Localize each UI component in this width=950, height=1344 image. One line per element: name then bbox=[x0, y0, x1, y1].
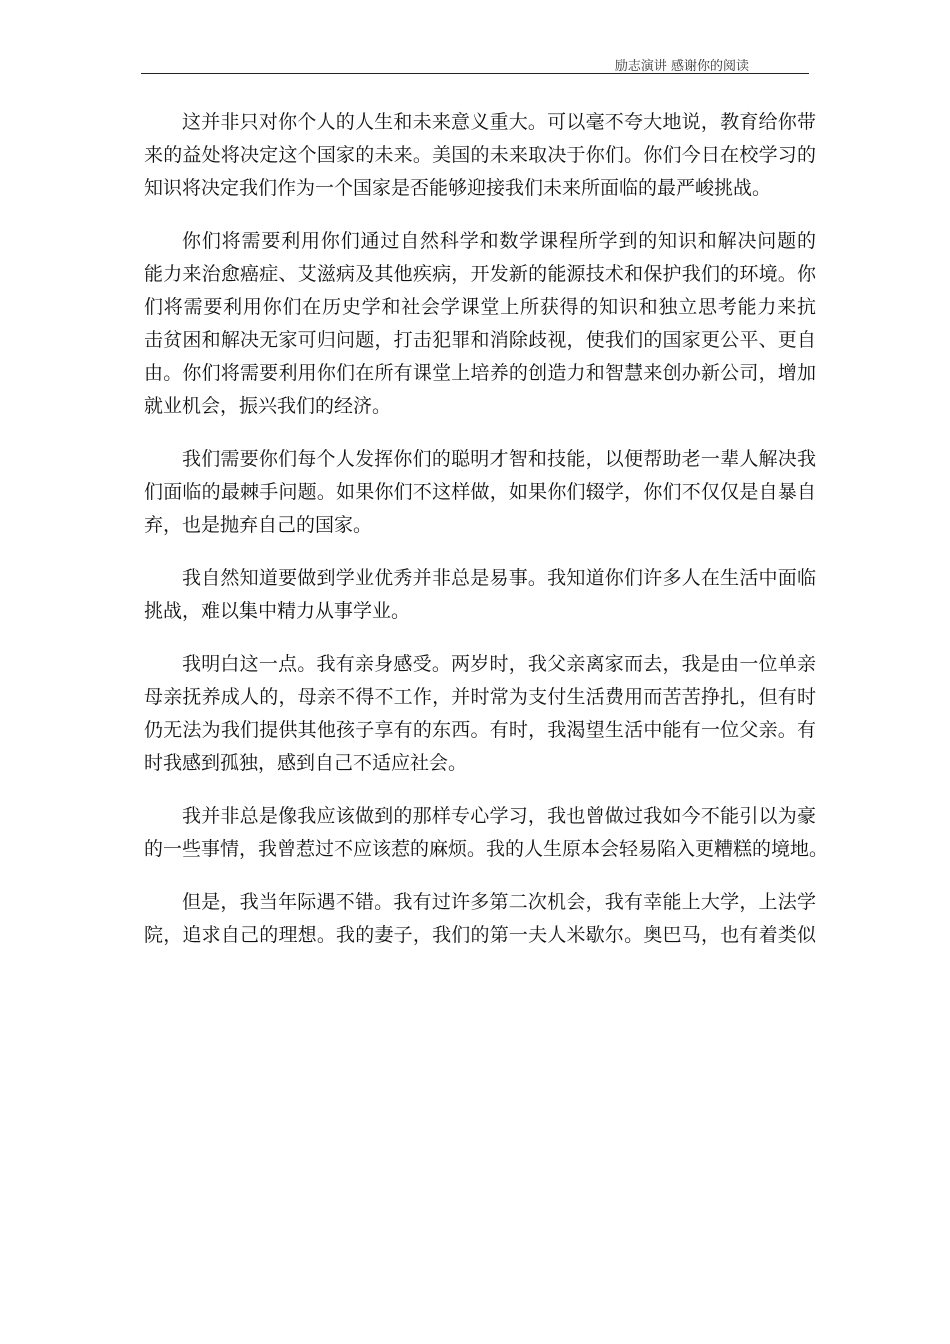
text-line: 由。你们将需要利用你们在所有课堂上培养的创造力和智慧来创办新公司，增加 bbox=[144, 362, 816, 384]
text-line: 来的益处将决定这个国家的未来。美国的未来取决于你们。你们今日在校学习的 bbox=[144, 144, 816, 166]
text-line: 挑战，难以集中精力从事学业。 bbox=[144, 600, 411, 622]
text-line: 仍无法为我们提供其他孩子享有的东西。有时，我渴望生活中能有一位父亲。有 bbox=[144, 719, 816, 741]
text-line: 你们将需要利用你们通过自然科学和数学课程所学到的知识和解决问题的 bbox=[182, 230, 816, 252]
paragraph bbox=[144, 562, 816, 628]
text-line: 击贫困和解决无家可归问题，打击犯罪和消除歧视，使我们的国家更公平、更自 bbox=[144, 329, 816, 351]
header-text: 励志演讲 感谢你的阅读 bbox=[614, 59, 749, 74]
text-line: 母亲抚养成人的，母亲不得不工作，并时常为支付生活费用而苦苦挣扎，但有时 bbox=[144, 686, 816, 708]
text-line: 知识将决定我们作为一个国家是否能够迎接我们未来所面临的最严峻挑战。 bbox=[144, 177, 772, 199]
paragraph bbox=[144, 106, 816, 205]
text-line: 就业机会，振兴我们的经济。 bbox=[144, 395, 392, 417]
text-line: 能力来治愈癌症、艾滋病及其他疾病，开发新的能源技术和保护我们的环境。你 bbox=[144, 263, 816, 285]
text-line: 但是，我当年际遇不错。我有过许多第二次机会，我有幸能上大学，上法学 bbox=[182, 891, 816, 913]
paragraph bbox=[144, 800, 829, 866]
paragraph bbox=[144, 648, 816, 780]
document-body bbox=[144, 106, 829, 972]
text-line: 的一些事情，我曾惹过不应该惹的麻烦。我的人生原本会轻易陷入更糟糕的境地。 bbox=[144, 838, 829, 860]
page-header bbox=[141, 55, 809, 74]
paragraph bbox=[144, 225, 816, 423]
text-line: 我们需要你们每个人发挥你们的聪明才智和技能，以便帮助老一辈人解决我 bbox=[182, 448, 816, 470]
text-line: 这并非只对你个人的人生和未来意义重大。可以毫不夸大地说，教育给你带 bbox=[182, 111, 816, 133]
text-line: 时我感到孤独，感到自己不适应社会。 bbox=[144, 752, 468, 774]
text-line: 院，追求自己的理想。我的妻子，我们的第一夫人米歇尔。奥巴马，也有着类似 bbox=[144, 924, 816, 946]
paragraph bbox=[144, 886, 816, 952]
text-line: 我明白这一点。我有亲身感受。两岁时，我父亲离家而去，我是由一位单亲 bbox=[182, 653, 816, 675]
text-line: 我自然知道要做到学业优秀并非总是易事。我知道你们许多人在生活中面临 bbox=[182, 567, 816, 589]
text-line: 们将需要利用你们在历史学和社会学课堂上所获得的知识和独立思考能力来抗 bbox=[144, 296, 816, 318]
text-line: 弃，也是抛弃自己的国家。 bbox=[144, 514, 373, 536]
text-line: 我并非总是像我应该做到的那样专心学习，我也曾做过我如今不能引以为豪 bbox=[182, 805, 816, 827]
paragraph bbox=[144, 443, 816, 542]
text-line: 们面临的最棘手问题。如果你们不这样做，如果你们辍学，你们不仅仅是自暴自 bbox=[144, 481, 816, 503]
